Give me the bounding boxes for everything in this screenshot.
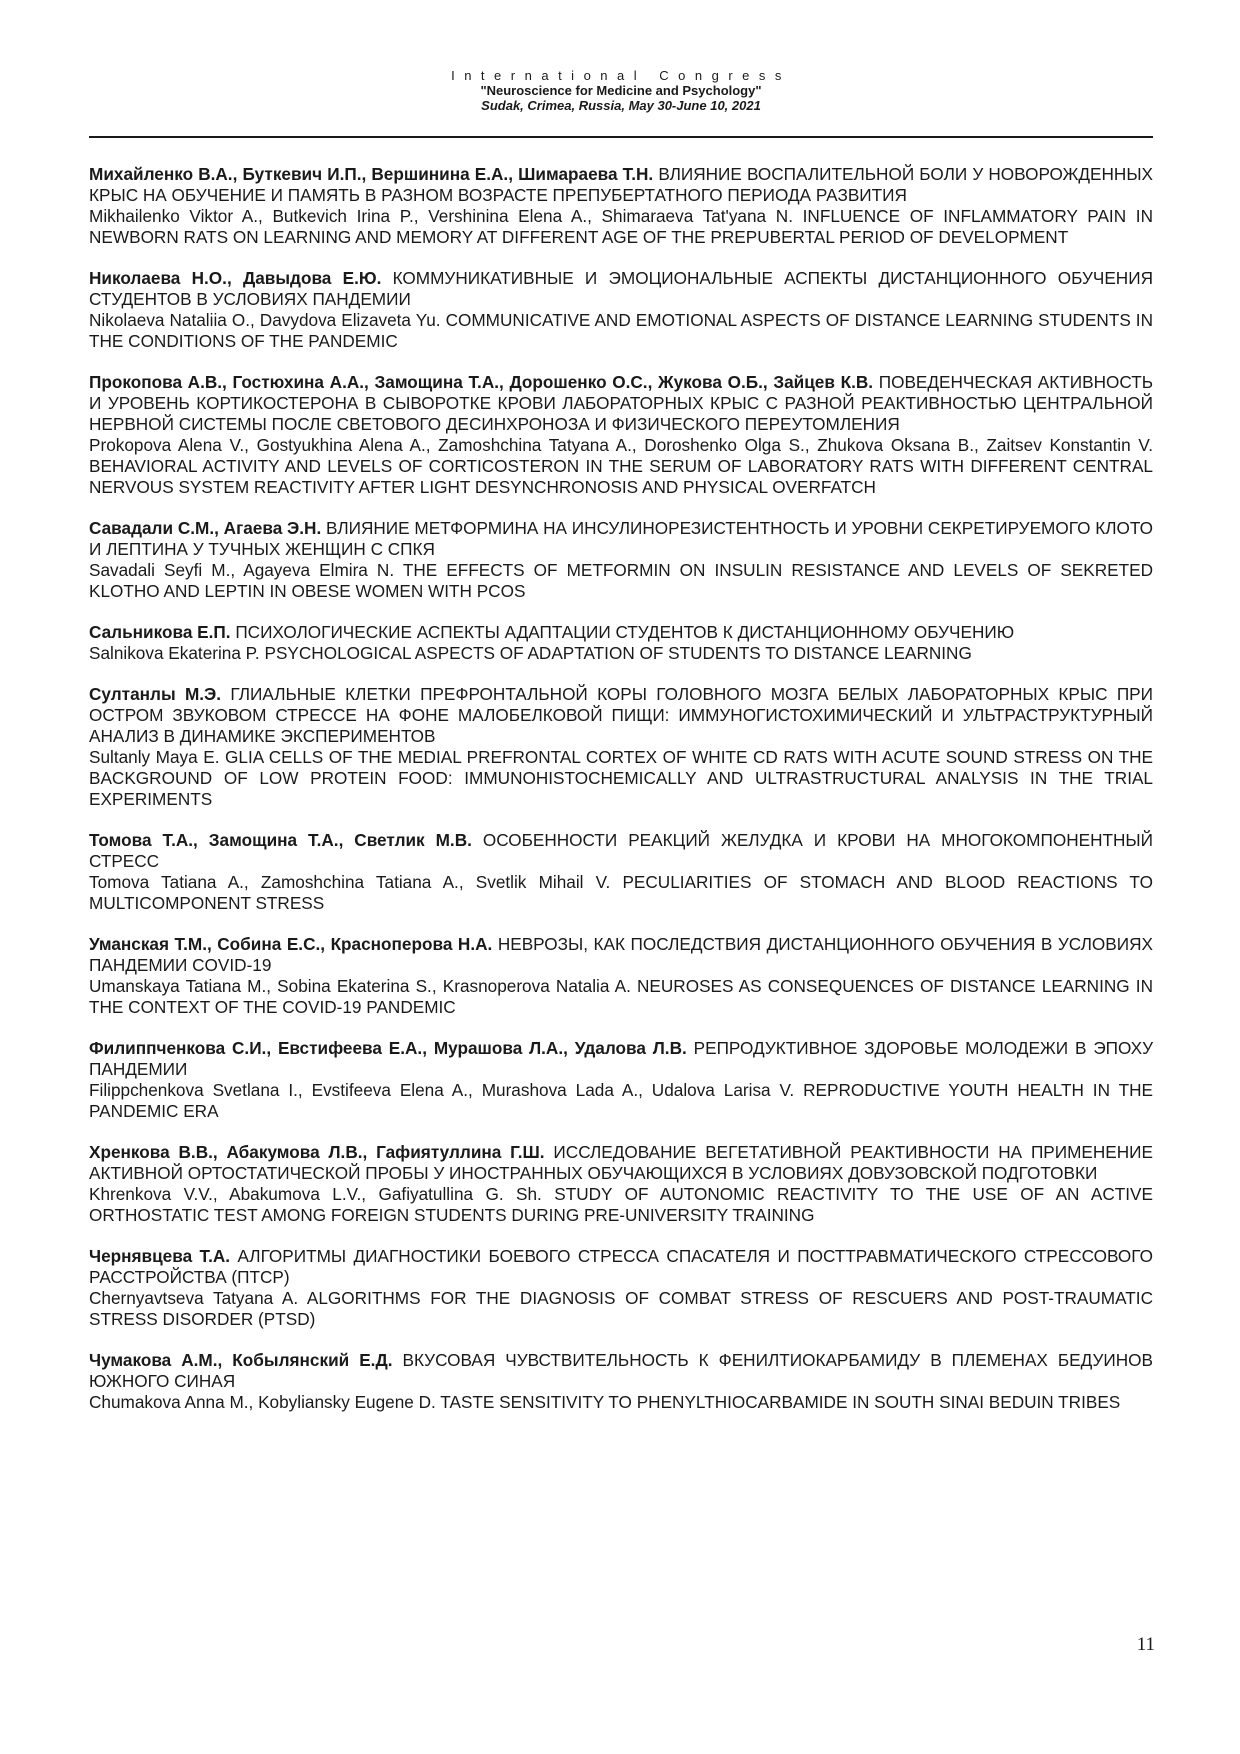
ru-authors: Хренкова В.В., Абакумова Л.В., Гафиятуллина Г.Ш. (89, 1142, 545, 1162)
abstract-entry (89, 1142, 1153, 1226)
abstract-en: Prokopova Alena V., Gostyukhina Alena A., Zamoshchina Tatyana A., Doroshenko Olga S., Zhukova Oksana B., Zaitsev Konstantin V. BEHAVIORAL ACTIVITY AND LEVELS OF CORTICOSTERON IN THE SERUM OF LABORATORY RATS WITH DIFFERENT CENTRAL NERVOUS SYSTEM REACTIVITY AFTER LIGHT DESYNCHRONOSIS AND PHYSICAL OVERFATCH (89, 435, 1153, 497)
abstract-entry (89, 372, 1153, 498)
ru-authors: Чумакова А.М., Кобылянский Е.Д. (89, 1350, 393, 1370)
abstract-ru (89, 1142, 1153, 1184)
ru-title: ОСОБЕННОСТИ РЕАКЦИЙ ЖЕЛУДКА И КРОВИ НА МНОГОКОМПОНЕНТНЫЙ СТРЕСС (89, 830, 1153, 871)
ru-authors: Михайленко В.А., Буткевич И.П., Вершинина Е.А., Шимараева Т.Н. (89, 164, 654, 184)
ru-authors: Уманская Т.М., Собина Е.С., Красноперова Н.А. (89, 934, 493, 954)
abstract-entry (89, 164, 1153, 248)
abstract-ru (89, 1038, 1153, 1080)
abstract-entry (89, 1350, 1153, 1413)
running-header (89, 68, 1153, 113)
header-divider (89, 136, 1153, 138)
ru-title: РЕПРОДУКТИВНОЕ ЗДОРОВЬЕ МОЛОДЕЖИ В ЭПОХУ ПАНДЕМИИ (89, 1038, 1153, 1079)
ru-title: ВЛИЯНИЕ ВОСПАЛИТЕЛЬНОЙ БОЛИ У НОВОРОЖДЕННЫХ КРЫС НА ОБУЧЕНИЕ И ПАМЯТЬ В РАЗНОМ ВОЗРАСТЕ ПРЕПУБЕРТАТНОГО ПЕРИОДА РАЗВИТИЯ (89, 164, 1153, 205)
header-congress-name: International Congress (451, 68, 791, 83)
ru-title: ВЛИЯНИЕ МЕТФОРМИНА НА ИНСУЛИНОРЕЗИСТЕНТНОСТЬ И УРОВНИ СЕКРЕТИРУЕМОГО КЛОТО И ЛЕПТИНА У ТУЧНЫХ ЖЕНЩИН С СПКЯ (89, 518, 1153, 559)
ru-title: АЛГОРИТМЫ ДИАГНОСТИКИ БОЕВОГО СТРЕССА СПАСАТЕЛЯ И ПОСТТРАВМАТИЧЕСКОГО СТРЕССОВОГО РАССТРОЙСТВА (ПТСР) (89, 1246, 1153, 1287)
ru-authors: Николаева Н.О., Давыдова Е.Ю. (89, 268, 382, 288)
abstract-ru (89, 934, 1153, 976)
abstract-list (89, 164, 1153, 1433)
abstract-en: Sultanly Maya E. GLIA CELLS OF THE MEDIAL PREFRONTAL CORTEX OF WHITE CD RATS WITH ACUTE SOUND STRESS ON THE BACKGROUND OF LOW PROTEIN FOOD: IMMUNOHISTOCHEMICALLY AND ULTRASTRUCTURAL ANALYSIS IN THE TRIAL EXPERIMENTS (89, 747, 1153, 809)
abstract-ru (89, 1350, 1153, 1392)
ru-authors: Чернявцева Т.А. (89, 1246, 231, 1266)
abstract-en: Nikolaeva Nataliia O., Davydova Elizaveta Yu. COMMUNICATIVE AND EMOTIONAL ASPECTS OF DISTANCE LEARNING STUDENTS IN THE CONDITIONS OF THE PANDEMIC (89, 310, 1153, 351)
abstract-ru (89, 518, 1153, 560)
abstract-entry (89, 934, 1153, 1018)
abstract-en: Umanskaya Tatiana M., Sobina Ekaterina S., Krasnoperova Natalia A. NEUROSES AS CONSEQUENCES OF DISTANCE LEARNING IN THE CONTEXT OF THE COVID-19 PANDEMIC (89, 976, 1153, 1017)
abstract-entry (89, 830, 1153, 914)
abstract-entry (89, 622, 1153, 664)
ru-authors: Султанлы М.Э. (89, 684, 222, 704)
abstract-ru (89, 684, 1153, 747)
ru-authors: Прокопова А.В., Гостюхина А.А., Замощина Т.А., Дорошенко О.С., Жукова О.Б., Зайцев К.В. (89, 372, 874, 392)
ru-authors: Томова Т.А., Замощина Т.А., Светлик М.В. (89, 830, 472, 850)
ru-title: ИССЛЕДОВАНИЕ ВЕГЕТАТИВНОЙ РЕАКТИВНОСТИ НА ПРИМЕНЕНИЕ АКТИВНОЙ ОРТОСТАТИЧЕСКОЙ ПРОБЫ У ИНОСТРАННЫХ ОБУЧАЮЩИХСЯ В УСЛОВИЯХ ДОВУЗОВСКОЙ ПОДГОТОВКИ (89, 1142, 1154, 1183)
abstract-ru (89, 372, 1153, 435)
abstract-entry (89, 684, 1153, 810)
abstract-ru (89, 268, 1153, 310)
ru-title: КОММУНИКАТИВНЫЕ И ЭМОЦИОНАЛЬНЫЕ АСПЕКТЫ ДИСТАНЦИОННОГО ОБУЧЕНИЯ СТУДЕНТОВ В УСЛОВИЯХ ПАНДЕМИИ (89, 268, 1153, 309)
abstract-ru (89, 1246, 1153, 1288)
abstract-entry (89, 268, 1153, 352)
abstract-en: Chumakova Anna M., Kobyliansky Eugene D. TASTE SENSITIVITY TO PHENYLTHIOCARBAMIDE IN SOUTH SINAI BEDUIN TRIBES (89, 1392, 1121, 1412)
page-number: 11 (1136, 1634, 1155, 1655)
abstract-entry (89, 518, 1153, 602)
ru-authors: Сальникова Е.П. (89, 622, 231, 642)
ru-title: ВКУСОВАЯ ЧУВСТВИТЕЛЬНОСТЬ К ФЕНИЛТИОКАРБАМИДУ В ПЛЕМЕНАХ БЕДУИНОВ ЮЖНОГО СИНАЯ (89, 1350, 1153, 1391)
abstract-ru (89, 164, 1153, 206)
abstract-en: Savadali Seyfi M., Agayeva Elmira N. THE EFFECTS OF METFORMIN ON INSULIN RESISTANCE AND LEVELS OF SEKRETED KLOTHO AND LEPTIN IN OBESE WOMEN WITH PCOS (89, 560, 1153, 601)
abstract-en: Salnikova Ekaterina P. PSYCHOLOGICAL ASPECTS OF ADAPTATION OF STUDENTS TO DISTANCE LEARNING (89, 643, 972, 663)
abstract-ru (89, 830, 1153, 872)
abstract-en: Chernyavtseva Tatyana A. ALGORITHMS FOR THE DIAGNOSIS OF COMBAT STRESS OF RESCUERS AND POST-TRAUMATIC STRESS DISORDER (PTSD) (89, 1288, 1153, 1329)
abstract-en: Tomova Tatiana A., Zamoshchina Tatiana A., Svetlik Mihail V. PECULIARITIES OF STOMACH AND BLOOD REACTIONS TO MULTICOMPONENT STRESS (89, 872, 1153, 913)
ru-authors: Савадали С.М., Агаева Э.Н. (89, 518, 322, 538)
ru-title: ПОВЕДЕНЧЕСКАЯ АКТИВНОСТЬ И УРОВЕНЬ КОРТИКОСТЕРОНА В СЫВОРОТКЕ КРОВИ ЛАБОРАТОРНЫХ КРЫС С РАЗНОЙ РЕАКТИВНОСТЬЮ ЦЕНТРАЛЬНОЙ НЕРВНОЙ СИСТЕМЫ ПОСЛЕ СВЕТОВОГО ДЕСИНХРОНОЗА И ФИЗИЧЕСКОГО ПЕРЕУТОМЛЕНИЯ (89, 372, 1153, 434)
abstract-en: Mikhailenko Viktor A., Butkevich Irina P., Vershinina Elena A., Shimaraeva Tat'yana N. INFLUENCE OF INFLAMMATORY PAIN IN NEWBORN RATS ON LEARNING AND MEMORY AT DIFFERENT AGE OF THE PREPUBERTAL PERIOD OF DEVELOPMENT (89, 206, 1153, 247)
header-congress-location-date: Sudak, Crimea, Russia, May 30-June 10, 2021 (481, 98, 761, 113)
abstract-en: Filippchenkova Svetlana I., Evstifeeva Elena A., Murashova Lada A., Udalova Larisa V. REPRODUCTIVE YOUTH HEALTH IN THE PANDEMIC ERA (89, 1080, 1153, 1121)
ru-authors: Филиппченкова С.И., Евстифеева Е.А., Мурашова Л.А., Удалова Л.В. (89, 1038, 687, 1058)
header-congress-title: "Neuroscience for Medicine and Psychology" (480, 83, 762, 98)
ru-title: ГЛИАЛЬНЫЕ КЛЕТКИ ПРЕФРОНТАЛЬНОЙ КОРЫ ГОЛОВНОГО МОЗГА БЕЛЫХ ЛАБОРАТОРНЫХ КРЫС ПРИ ОСТРОМ ЗВУКОВОМ СТРЕССЕ НА ФОНЕ МАЛОБЕЛКОВОЙ ПИЩИ: ИММУНОГИСТОХИМИЧЕСКИЙ И УЛЬТРАСТРУКТУРНЫЙ АНАЛИЗ В ДИНАМИКЕ ЭКСПЕРИМЕНТОВ (89, 684, 1153, 746)
abstract-ru (89, 622, 1153, 643)
abstract-en: Khrenkova V.V., Abakumova L.V., Gafiyatullina G. Sh. STUDY OF AUTONOMIC REACTIVITY TO THE USE OF AN ACTIVE ORTHOSTATIC TEST AMONG FOREIGN STUDENTS DURING PRE-UNIVERSITY TRAINING (89, 1184, 1153, 1225)
ru-title: НЕВРОЗЫ, КАК ПОСЛЕДСТВИЯ ДИСТАНЦИОННОГО ОБУЧЕНИЯ В УСЛОВИЯХ ПАНДЕМИИ COVID-19 (89, 934, 1153, 975)
abstract-entry (89, 1246, 1153, 1330)
ru-title: ПСИХОЛОГИЧЕСКИЕ АСПЕКТЫ АДАПТАЦИИ СТУДЕНТОВ К ДИСТАНЦИОННОМУ ОБУЧЕНИЮ (235, 622, 1015, 642)
abstract-entry (89, 1038, 1153, 1122)
